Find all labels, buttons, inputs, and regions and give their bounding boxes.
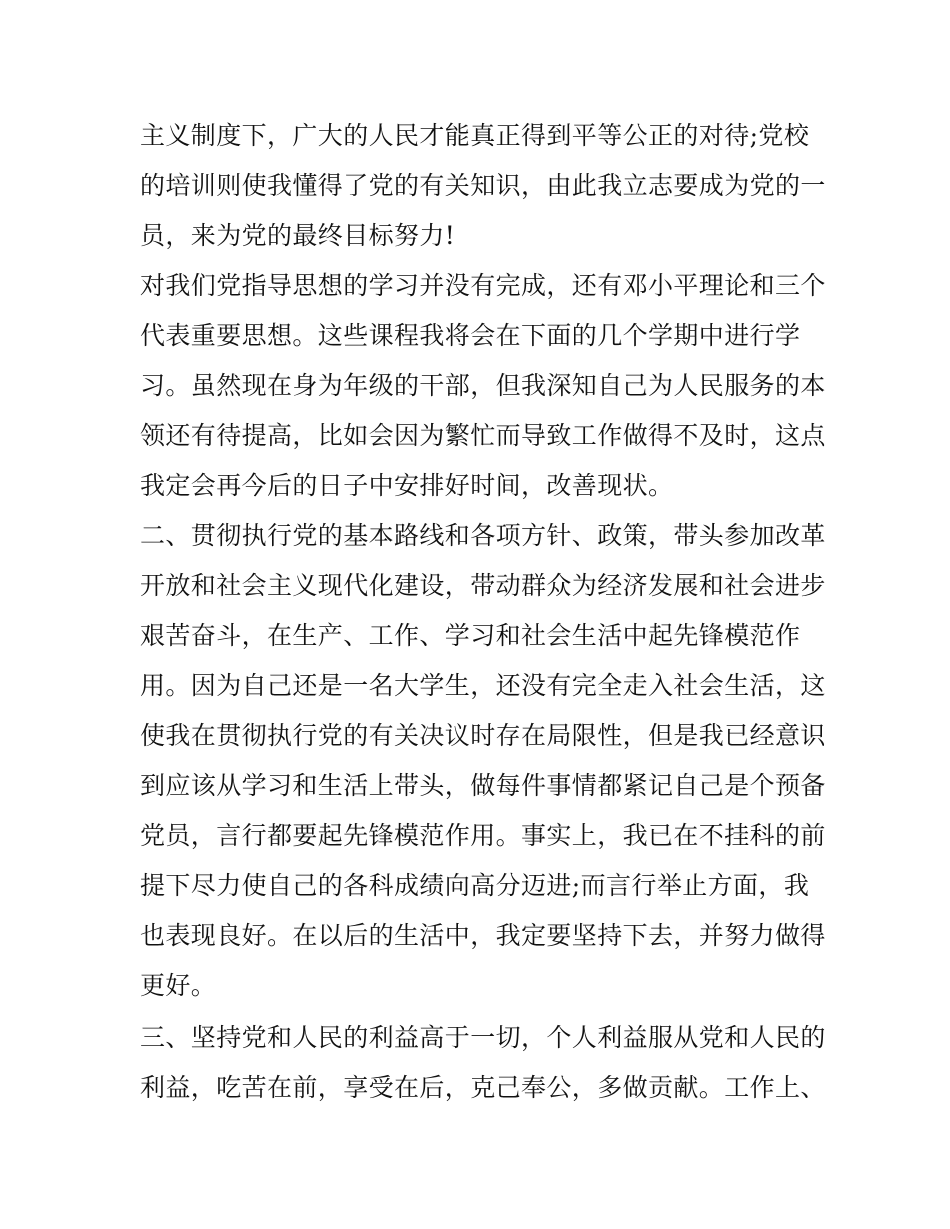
text-line: 对我们党指导思想的学习并没有完成，还有邓小平理论和三个: [140, 271, 826, 300]
document-body: [140, 111, 826, 1113]
text-line: 代表重要思想。这些课程我将会在下面的几个学期中进行学: [140, 321, 801, 350]
text-line: 到应该从学习和生活上带头，做每件事情都紧记自己是个预备: [140, 771, 826, 800]
paragraph-1: [140, 111, 826, 261]
text-line: 艰苦奋斗，在生产、工作、学习和社会生活中起先锋模范作: [140, 621, 801, 650]
text-line: 习。虽然现在身为年级的干部，但我深知自己为人民服务的本: [140, 371, 826, 400]
text-line: 二、贯彻执行党的基本路线和各项方针、政策，带头参加改革: [140, 521, 826, 550]
text-line: 的培训则使我懂得了党的有关知识，由此我立志要成为党的一: [140, 171, 826, 200]
paragraph-3: [140, 511, 826, 1011]
text-line: 开放和社会主义现代化建设，带动群众为经济发展和社会进步: [140, 571, 826, 600]
text-line: 党员，言行都要起先锋模范作用。事实上，我已在不挂科的前: [140, 821, 826, 850]
text-line: 更好。: [140, 971, 217, 1000]
text-line: 利益，吃苦在前，享受在后，克己奉公，多做贡献。工作上、: [140, 1073, 826, 1102]
text-line: 我定会再今后的日子中安排好时间，改善现状。: [140, 471, 674, 500]
text-line: 主义制度下，广大的人民才能真正得到平等公正的对待;党校: [140, 121, 810, 150]
text-line: 员，来为党的最终目标努力!: [140, 221, 456, 250]
paragraph-2: [140, 261, 826, 511]
text-line: 使我在贯彻执行党的有关决议时存在局限性，但是我已经意识: [140, 721, 826, 750]
paragraph-4: [140, 1013, 826, 1113]
text-line: 也表现良好。在以后的生活中，我定要坚持下去，并努力做得: [140, 921, 826, 950]
text-line: 用。因为自己还是一名大学生，还没有完全走入社会生活，这: [140, 671, 826, 700]
text-line: 领还有待提高，比如会因为繁忙而导致工作做得不及时，这点: [140, 421, 826, 450]
text-line: 三、坚持党和人民的利益高于一切，个人利益服从党和人民的: [140, 1023, 826, 1052]
text-line: 提下尽力使自己的各科成绩向高分迈进;而言行举止方面，我: [140, 871, 810, 900]
